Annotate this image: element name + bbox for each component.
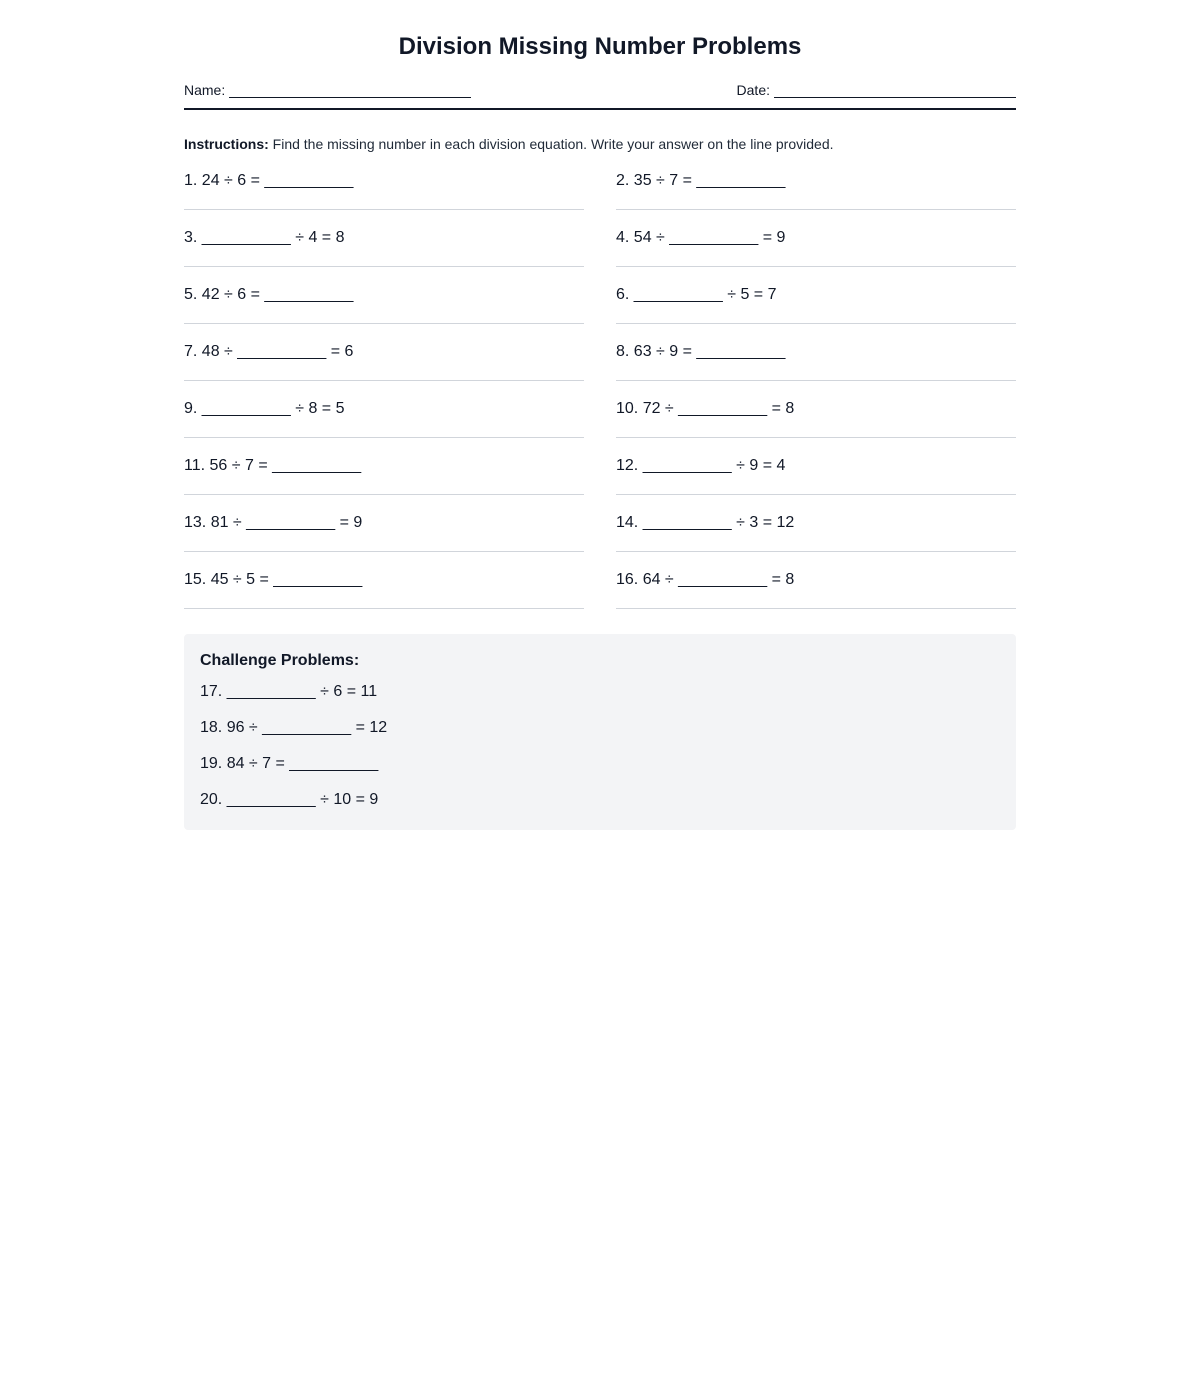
page-title: Division Missing Number Problems [398,33,802,60]
problem-1: 1. 24 ÷ 6 = __________ [184,162,584,210]
problem-14: 14. __________ ÷ 3 = 12 [616,504,1016,552]
challenge-title: Challenge Problems: [200,652,360,669]
challenge-box [184,634,1016,830]
problem-3: 3. __________ ÷ 4 = 8 [184,219,584,267]
problem-12: 12. __________ ÷ 9 = 4 [616,447,1016,495]
problem-16: 16. 64 ÷ __________ = 8 [616,561,1016,609]
problem-8: 8. 63 ÷ 9 = __________ [616,333,1016,381]
instructions-text: Find the missing number in each division equation. Write your answer on the line provided. [268,136,834,152]
challenge-problem-20: 20. __________ ÷ 10 = 9 [200,791,379,808]
problem-4: 4. 54 ÷ __________ = 9 [616,219,1016,267]
problem-5: 5. 42 ÷ 6 = __________ [184,276,584,324]
date-label: Date: [736,82,770,98]
problem-grid [184,162,1016,618]
problem-13: 13. 81 ÷ __________ = 9 [184,504,584,552]
problem-10: 10. 72 ÷ __________ = 8 [616,390,1016,438]
challenge-problem-17: 17. __________ ÷ 6 = 11 [200,683,378,700]
date-input-line[interactable] [774,83,1016,98]
worksheet-header [184,80,1016,110]
instructions-label: Instructions: [184,136,269,152]
challenge-problem-19: 19. 84 ÷ 7 = __________ [200,755,379,772]
problem-11: 11. 56 ÷ 7 = __________ [184,447,584,495]
problem-9: 9. __________ ÷ 8 = 5 [184,390,584,438]
name-input-line[interactable] [229,83,471,98]
problem-7: 7. 48 ÷ __________ = 6 [184,333,584,381]
problem-15: 15. 45 ÷ 5 = __________ [184,561,584,609]
problem-2: 2. 35 ÷ 7 = __________ [616,162,1016,210]
name-field [184,82,471,98]
challenge-problem-18: 18. 96 ÷ __________ = 12 [200,719,388,736]
date-field [737,82,1016,98]
name-label: Name: [184,82,226,98]
problem-6: 6. __________ ÷ 5 = 7 [616,276,1016,324]
instructions [184,136,1016,152]
